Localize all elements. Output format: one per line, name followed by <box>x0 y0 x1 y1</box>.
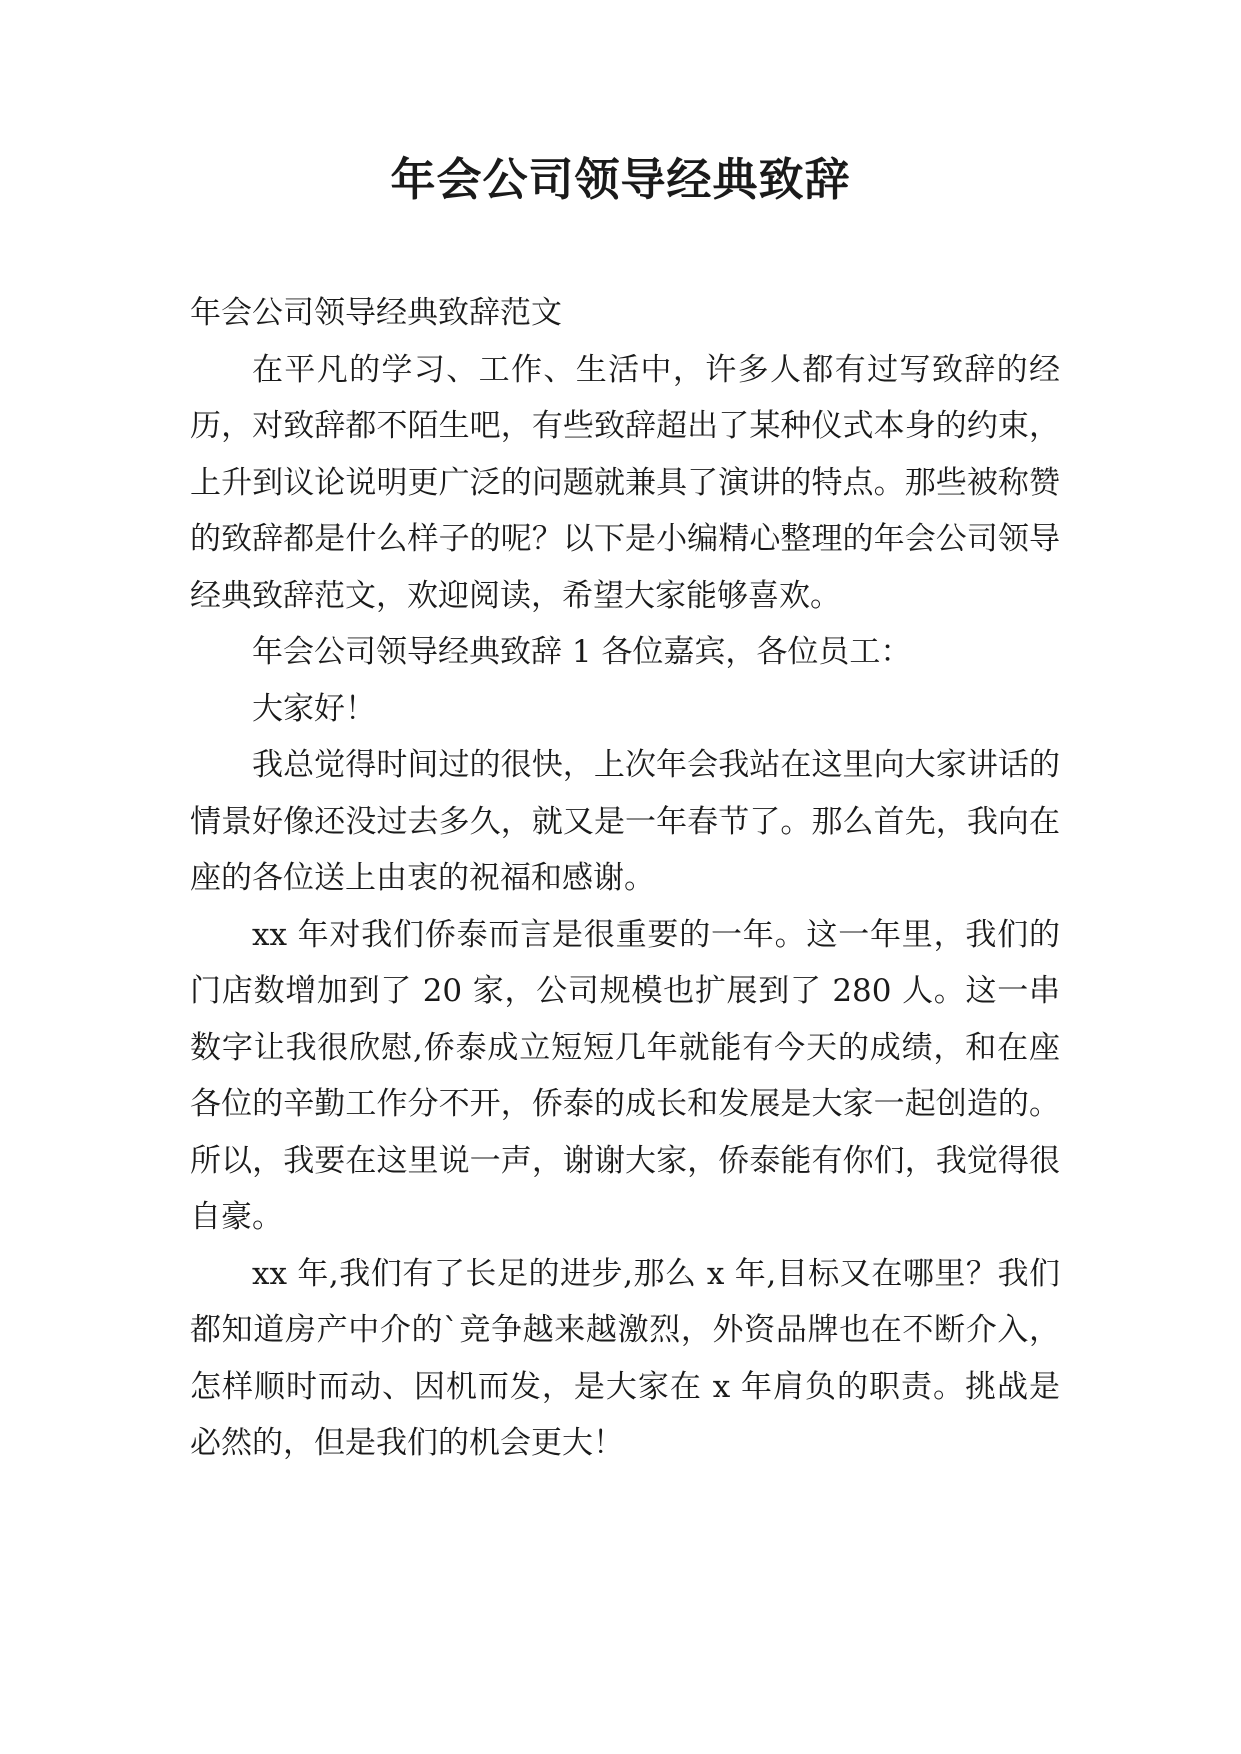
page-title: 年会公司领导经典致辞 <box>390 153 851 206</box>
paragraph-goals: xx 年,我们有了长足的进步,那么 x 年,目标又在哪里？我们都知道房产中介的`竞争越来越激烈，外资品牌也在不断介入，怎样顺时而动、因机而发，是大家在 x 年肩负的职责。挑战是必然的，但是我们的机会更大！ <box>190 1255 1060 1461</box>
paragraph-achievements: xx 年对我们侨泰而言是很重要的一年。这一年里，我们的门店数增加到了 20 家，公司规模也扩展到了 280 人。这一串数字让我很欣慰,侨泰成立短短几年就能有今天的成绩，和在座各位的辛勤工作分不开，侨泰的成长和发展是大家一起创造的。所以，我要在这里说一声，谢谢大家，侨泰能有你们，我觉得很自豪。 <box>190 916 1060 1235</box>
document-body <box>190 285 1060 1472</box>
paragraph-salutation: 年会公司领导经典致辞 1 各位嘉宾，各位员工： <box>252 634 912 670</box>
paragraph-intro: 在平凡的学习、工作、生活中，许多人都有过写致辞的经历，对致辞都不陌生吧，有些致辞超出了某种仪式本身的约束，上升到议论说明更广泛的问题就兼具了演讲的特点。那些被称赞的致辞都是什么样子的呢？以下是小编精心整理的年会公司领导经典致辞范文，欢迎阅读，希望大家能够喜欢。 <box>190 351 1060 614</box>
document-subtitle: 年会公司领导经典致辞范文 <box>190 295 562 331</box>
paragraph-greeting: 大家好！ <box>252 690 376 727</box>
paragraph-thanks: 我总觉得时间过的很快，上次年会我站在这里向大家讲话的情景好像还没过去多久，就又是一年春节了。那么首先，我向在座的各位送上由衷的祝福和感谢。 <box>190 747 1060 896</box>
